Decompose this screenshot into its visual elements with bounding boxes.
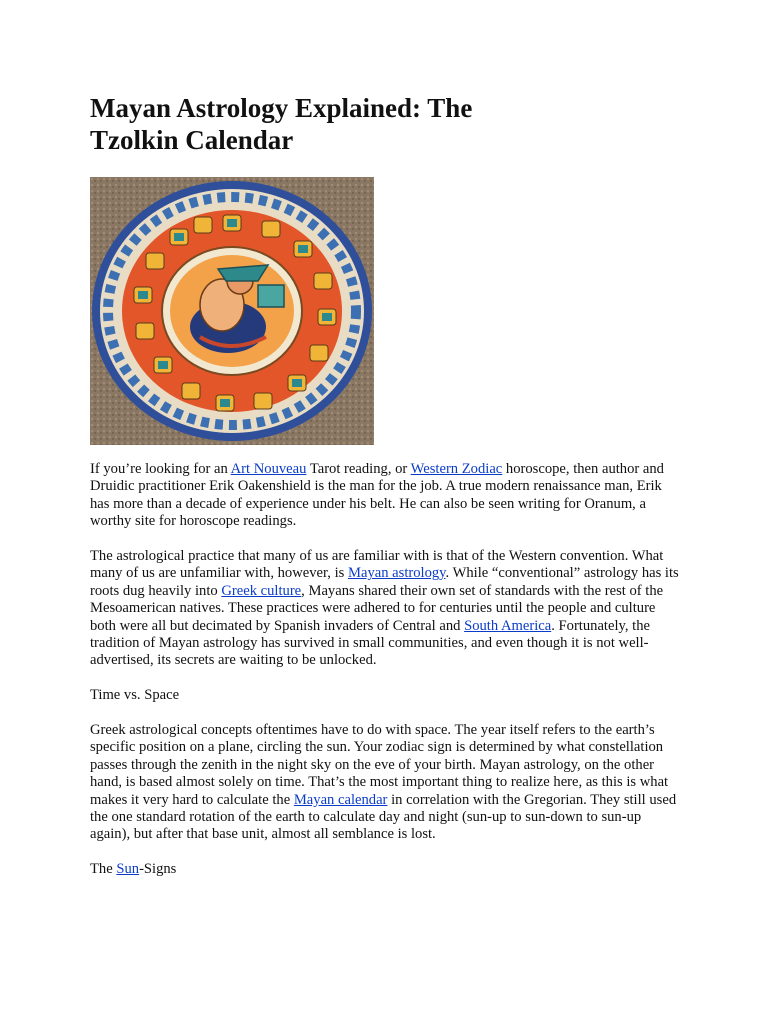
link-greek-culture[interactable]: Greek culture: [221, 582, 302, 599]
paragraph-time-vs-space: Greek astrological concepts oftentimes have to do with space. The year itself refers to the earth’s specific position on a plane, circling the sun. Your zodiac sign is determined by what constellation passes through the zenith in the night sky on the eve of your birth. Mayan astrology, on the other hand, is based almost solely on time. That’s the most important thing to realize here, as this is what makes it very hard to calculate the Mayan calendar in correlation with the Gregorian. They still used the one standard rotation of the earth to calculate day and night (sun-up to sun-down to sun-up again), but after that base unit, almost all semblance is lost.: [90, 722, 677, 843]
link-western-zodiac[interactable]: Western Zodiac: [410, 461, 503, 477]
link-south-america[interactable]: South America: [464, 617, 552, 634]
link-mayan-calendar[interactable]: Mayan calendar: [293, 791, 388, 808]
link-mayan-astrology[interactable]: Mayan astrology: [347, 565, 446, 582]
link-sun[interactable]: Sun: [116, 861, 140, 877]
section-heading-time-vs-space: Time vs. Space: [90, 687, 180, 703]
paragraph-intro: If you’re looking for an Art Nouveau Tarot reading, or Western Zodiac horoscope, then author and Druidic practitioner Erik Oakenshield is the man for the job. A true modern renaissance man, Erik has more than a decade of experience under his belt. He can also be seen writing for Oranum, a worthy site for horoscope readings.: [90, 461, 664, 530]
calendar-plate-illustration: [90, 177, 374, 445]
link-art-nouveau[interactable]: Art Nouveau: [230, 461, 307, 477]
section-heading-sun-signs: The Sun-Signs: [90, 861, 177, 877]
mayan-calendar-image: [90, 177, 374, 445]
page-title: Mayan Astrology Explained: The Tzolkin Calendar: [90, 93, 473, 155]
paragraph-western-convention: The astrological practice that many of us are familiar with is that of the Western convention. What many of us are unfamiliar with, however, is Mayan astrology. While “conventional” astrology has its roots dug heavily into Greek culture, Mayans shared their own set of standards with the rest of the Mesoamerican natives. These practices were adhered to for centuries until the people and culture both were all but decimated by Spanish invaders of Central and South America. Fortunately, the tradition of Mayan astrology has survived in small communities, and even though it is not well-advertised, its secrets are waiting to be unlocked.: [90, 548, 679, 669]
